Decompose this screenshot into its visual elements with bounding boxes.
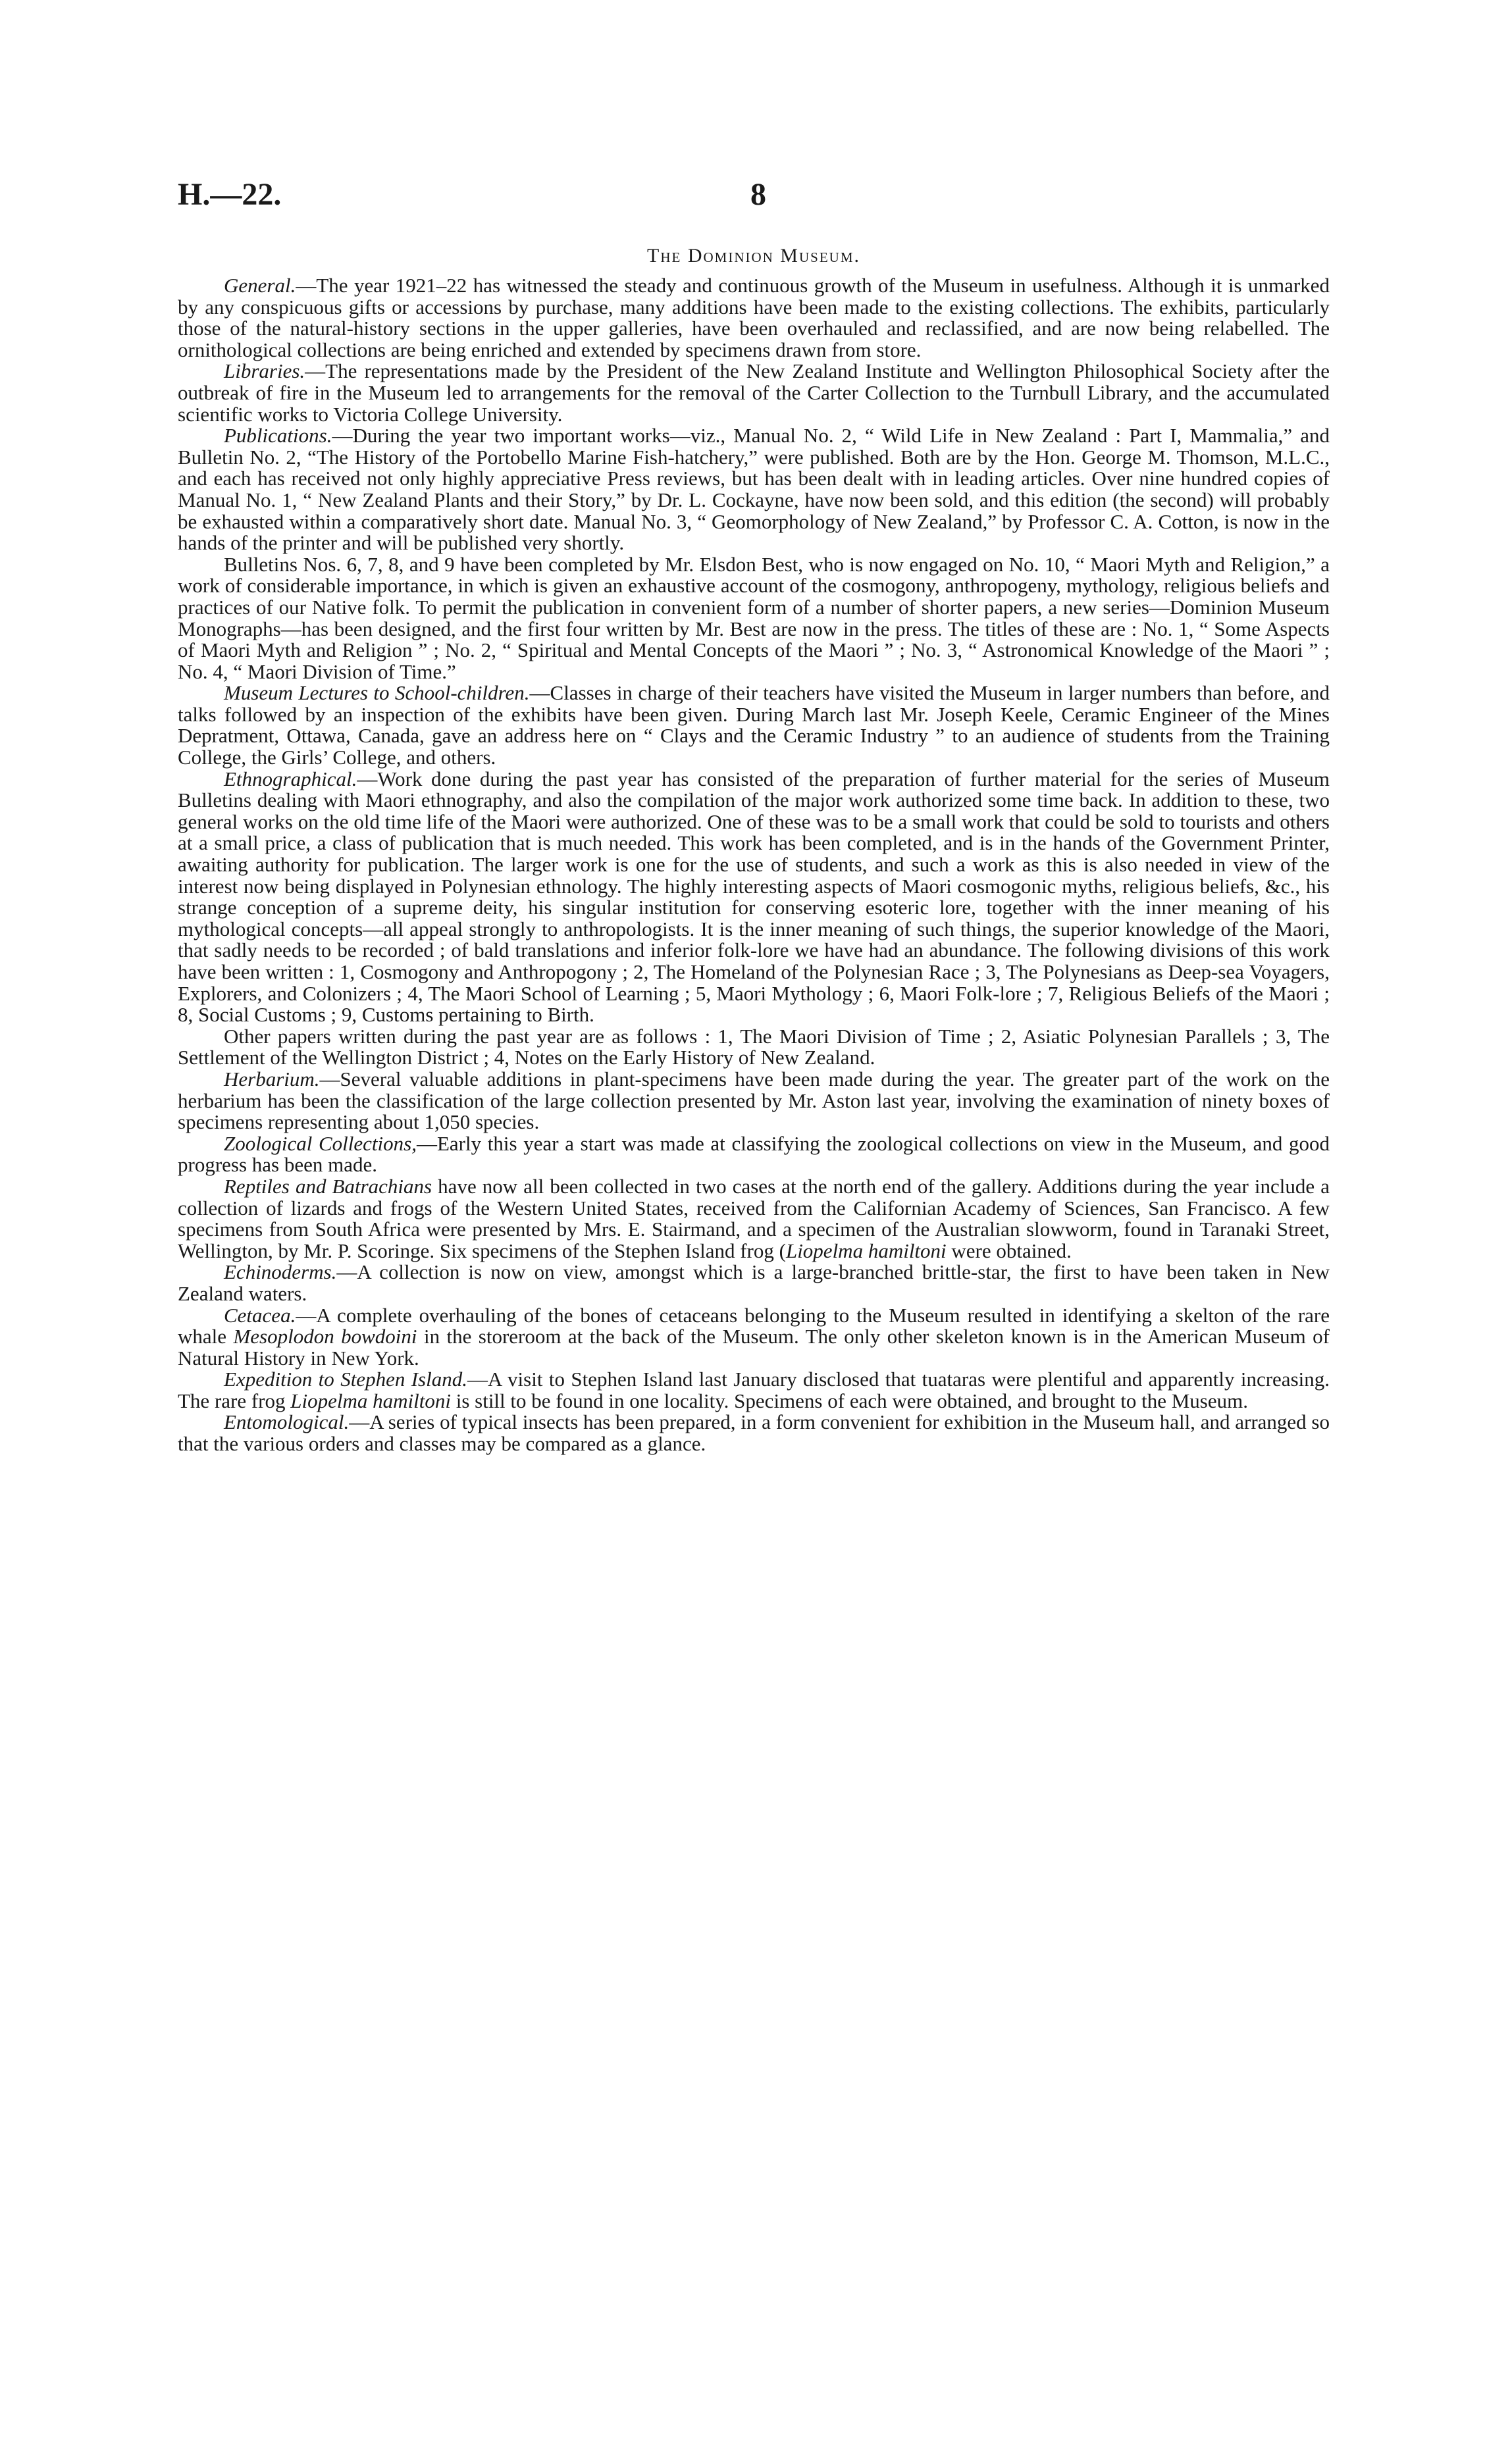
paragraph-heading: Echinoderms. — [224, 1260, 337, 1284]
species-name: Liopelma hamiltoni — [290, 1389, 451, 1412]
paragraph-text: —Work done during the past year has consisted of the preparation of further material for the series of Museum Bulletins dealing with Maori ethnography, and also the compilation of the major work authorized some time back. In addition to these, two general works on the old time life of the Maori were authorized. One of these was to be a small work that could be sold to tourists and others at a small price, a class of publication that is much needed. This work has been completed, and is in the hands of the Government Printer, awaiting authority for publication. The larger work is one for the use of students, and such a work as this is also needed in view of the interest now being displayed in Polynesian ethnology. The highly interesting aspects of Maori cosmogonic myths, religious beliefs, &c., his strange conception of a supreme deity, his singular institution for conserving esoteric lore, together with the inner meaning of his mythological concepts—all appeal strongly to anthropologists. It is the inner meaning of such things, the superior knowledge of the Maori, that sadly needs to be recorded ; of bald translations and inferior folk-lore we have had an abundance. The following divisions of this work have been written : 1, Cosmogony and Anthropogony ; 2, The Homeland of the Polynesian Race ; 3, The Polynesians as Deep-sea Voyagers, Explorers, and Colonizers ; 4, The Maori School of Learning ; 5, Maori Mythology ; 6, Maori Folk-lore ; 7, Religious Beliefs of the Maori ; 8, Social Customs ; 9, Customs pertaining to Birth. — [178, 767, 1330, 1027]
paragraph-text: —The year 1921–22 has witnessed the steady and continuous growth of the Museum in usefulness. Although it is unmarked by any conspicuous gifts or accessions by purchase, many additions have been made to the existing collections. The exhibits, particularly those of the natural-history sections in the upper galleries, have been overhauled and reclassified, and are now being relabelled. The ornithological collections are being enriched and extended by specimens drawn from store. — [178, 274, 1330, 361]
paragraph-bulletins — [178, 554, 1330, 683]
paragraph-text: —A complete overhauling of the bones of cetaceans belonging to the Museum resulted in identifying a skelton of the rare whale Mesoplodon bowdoini in the storeroom at the back of the Museum. The only other skeleton known is in the American Museum of Natural History in New York. — [178, 1303, 1330, 1370]
paragraph-heading: Cetacea. — [224, 1303, 296, 1327]
paragraph-heading: Publications. — [224, 424, 332, 448]
paragraph-ethnographical — [178, 769, 1330, 1026]
paragraph-publications — [178, 425, 1330, 554]
paragraph-text: —Early this year a start was made at classifying the zoological collections on view in the Museum, and good progress has been made. — [178, 1131, 1330, 1177]
report-reference: H.—22. — [178, 177, 282, 212]
paragraph-text: have now all been collected in two cases at the north end of the gallery. Additions during the year include a collection of lizards and frogs of the Western United States, received from the Californian Academy of Sciences, San Francisco. A few specimens from South Africa were presented by Mrs. E. Stairmand, and a specimen of the Australian slowworm, found in Taranaki Street, Wellington, by Mr. P. Scoringe. Six specimens of the Stephen Island frog (Liopelma hamiltoni were obtained. — [178, 1174, 1330, 1262]
paragraph-expedition — [178, 1369, 1330, 1412]
paragraph-text: Bulletins Nos. 6, 7, 8, and 9 have been completed by Mr. Elsdon Best, who is now engaged on No. 10, “ Maori Myth and Religion,” a work of considerable importance, in which is given an exhaustive account of the cosmogony, anthropogeny, mythology, religious beliefs and practices of our Native folk. To permit the publication in convenient form of a number of shorter papers, a new series—Dominion Museum Monographs—has been designed, and the first four written by Mr. Best are now in the press. The titles of these are : No. 1, “ Some Aspects of Maori Myth and Religion ” ; No. 2, “ Spiritual and Mental Concepts of the Maori ” ; No. 3, “ Astronomical Knowledge of the Maori ” ; No. 4, “ Maori Division of Time.” — [178, 552, 1330, 683]
paragraph-text: —A visit to Stephen Island last January disclosed that tuataras were plentiful and apparently increasing. The rare frog Liopelma hamiltoni is still to be found in one locality. Specimens of each were obtained, and brought to the Museum. — [178, 1368, 1330, 1412]
paragraph-entomological — [178, 1412, 1330, 1454]
paragraph-herbarium — [178, 1069, 1330, 1133]
page-header — [178, 176, 1330, 216]
paragraph-heading: Ethnographical. — [224, 767, 357, 790]
paragraph-heading: General. — [224, 274, 296, 297]
paragraph-cetacea — [178, 1305, 1330, 1370]
paragraph-text: —The representations made by the President of the New Zealand Institute and Wellington Philosophical Society after the outbreak of fire in the Museum led to arrangements for the removal of the Carter Collection to the Turnbull Library, and the accumulated scientific works to Victoria College University. — [178, 359, 1330, 426]
paragraph-heading: Expedition to Stephen Island. — [224, 1368, 467, 1391]
paragraph-libraries — [178, 361, 1330, 425]
paragraph-text: —A series of typical insects has been prepared, in a form convenient for exhibition in the Museum hall, and arranged so that the various orders and classes may be compared as a glance. — [178, 1410, 1330, 1456]
paragraph-text: —Classes in charge of their teachers have visited the Museum in larger numbers than before, and talks followed by an inspection of the exhibits have been given. During March last Mr. Joseph Keele, Ceramic Engineer of the Mines Depratment, Ottawa, Canada, gave an address here on “ Clays and the Ceramic Industry ” to an audience of students from the Training College, the Girls’ College, and others. — [178, 681, 1330, 769]
paragraph-general — [178, 275, 1330, 361]
paragraph-heading: Museum Lectures to School-children. — [224, 681, 530, 705]
paragraph-zoological — [178, 1133, 1330, 1176]
paragraph-heading: Herbarium. — [224, 1067, 320, 1091]
paragraph-heading: Reptiles and Batrachians — [224, 1174, 432, 1198]
document-body — [178, 275, 1330, 1455]
paragraph-text: Other papers written during the past year are as follows : 1, The Maori Division of Time ; 2, Asiatic Polynesian Parallels ; 3, The Settlement of the Wellington District ; 4, Notes on the Early History of New Zealand. — [178, 1024, 1330, 1069]
paragraph-text: —Several valuable additions in plant-specimens have been made during the year. The greater part of the work on the herbarium has been the classification of the large collection presented by Mr. Aston last year, involving the examination of ninety boxes of specimens representing about 1,050 species. — [178, 1067, 1330, 1134]
section-title: The Dominion Museum. — [647, 245, 860, 267]
species-name: Liopelma hamiltoni — [785, 1239, 947, 1262]
paragraph-lectures — [178, 682, 1330, 768]
paragraph-heading: Zoological Collections, — [224, 1131, 417, 1155]
paragraph-reptiles — [178, 1176, 1330, 1262]
paragraph-text: —During the year two important works—viz., Manual No. 2, “ Wild Life in New Zealand : Part I, Mammalia,” and Bulletin No. 2, “The History of the Portobello Marine Fish-hatchery,” were published. Both are by the Hon. George M. Thomson, M.L.C., and each has received not only highly appreciative Press reviews, but has been dealt with in leading articles. Over nine hundred copies of Manual No. 1, “ New Zealand Plants and their Story,” by Dr. L. Cockayne, have now been sold, and this edition (the second) will probably be exhausted within a comparatively short date. Manual No. 3, “ Geomorphology of New Zealand,” by Professor C. A. Cotton, is now in the hands of the printer and will be published very shortly. — [178, 424, 1330, 555]
page-number: 8 — [750, 177, 766, 212]
paragraph-other-papers — [178, 1026, 1330, 1069]
paragraph-echinoderms — [178, 1262, 1330, 1304]
paragraph-heading: Entomological. — [224, 1410, 350, 1434]
paragraph-text: —A collection is now on view, amongst which is a large-branched brittle-star, the first to have been taken in New Zealand waters. — [178, 1260, 1330, 1305]
paragraph-heading: Libraries. — [224, 359, 305, 383]
species-name: Mesoplodon bowdoini — [233, 1325, 417, 1348]
